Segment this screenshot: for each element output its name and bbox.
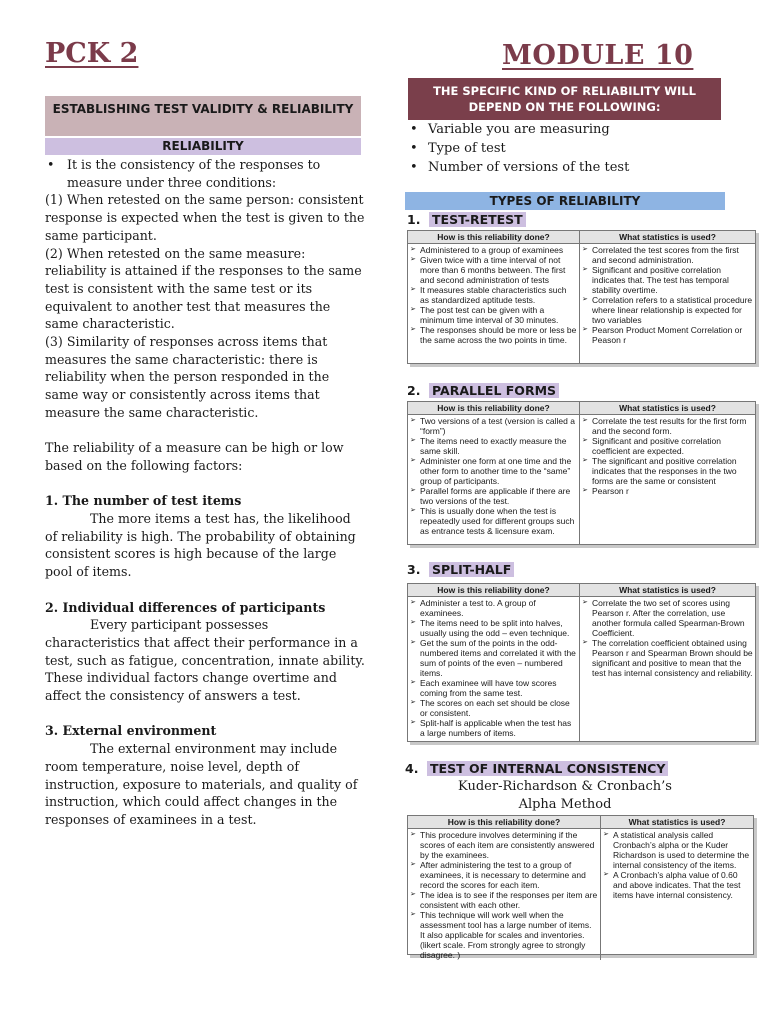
list-item: ➢ This technique will work well when the assessment tool has a large number of items. It also applicable for scales and inventories. (likert scale. From strongly agree to strongly disagree. ): [410, 910, 598, 960]
definition-bullet: • It is the consistency of the responses to measure under three conditions:: [45, 156, 365, 191]
column-header-how: How is this reliability done?: [408, 231, 580, 243]
list-item: ➢ Two versions of a test (version is called a “form”): [410, 416, 577, 436]
list-item: ➢ The items need to exactly measure the same skill.: [410, 436, 577, 456]
column-header-how: How is this reliability done?: [408, 402, 580, 414]
list-item: • Type of test: [408, 139, 738, 158]
factor-3-title: 3. External environment: [45, 723, 217, 739]
stats-cell: [601, 829, 753, 960]
list-item: ➢ Correlate the test results for the first form and the second form.: [582, 416, 753, 436]
condition-3: (3) Similarity of responses across items that measures the same characteristic: there is reliability when the person responded in the same way or consistently across items that measure the same characteristic.: [45, 334, 330, 420]
reliability-header: RELIABILITY: [45, 138, 361, 155]
how-cell: [408, 415, 580, 544]
column-header-how: How is this reliability done?: [408, 584, 580, 596]
split-half-table: [407, 583, 756, 742]
list-item: ➢ The significant and positive correlation indicates that the responses in the two forms are the same or consistent: [582, 456, 753, 486]
list-item: ➢ Administer one form at one time and the other form to another time to the “same” group of participants.: [410, 456, 577, 486]
section-number: 1.: [407, 212, 421, 227]
section-banner: ESTABLISHING TEST VALIDITY & RELIABILITY: [45, 96, 361, 136]
list-item: ➢ Administered to a group of examinees: [410, 245, 577, 255]
section-title: TEST OF INTERNAL CONSISTENCY: [427, 761, 668, 776]
column-header-how: How is this reliability done?: [408, 816, 601, 828]
list-item: ➢ The items need to be split into halves, usually using the odd – even technique.: [410, 618, 577, 638]
list-item: ➢ It measures stable characteristics such as standardized aptitude tests.: [410, 285, 577, 305]
list-item: ➢ The scores on each set should be close or consistent.: [410, 698, 577, 718]
stats-cell: [580, 597, 755, 741]
column-header-stats: What statistics is used?: [619, 403, 716, 413]
list-item: ➢ This is usually done when the test is repeatedly used for different groups such as entrance tests & licensure exam.: [410, 506, 577, 536]
how-cell: [408, 829, 601, 960]
factor-1-title: 1. The number of test items: [45, 493, 242, 509]
factor-2-body: Every participant possesses characteristics that affect their performance in a test, such as fatigue, concentration, innate ability.: [45, 617, 365, 668]
list-item: ➢ This procedure involves determining if the scores of each item are consistently answered by the examinees.: [410, 830, 598, 860]
list-item: ➢ The correlation coefficient obtained using Pearson r and Spearman Brown should be significant and positive to mean that the test has internal consistency and reliability.: [582, 638, 753, 678]
how-cell: [408, 244, 580, 363]
section-number: 3.: [407, 562, 421, 577]
list-item: • Variable you are measuring: [408, 120, 738, 139]
types-of-reliability-banner: TYPES OF RELIABILITY: [405, 192, 725, 210]
list-item: ➢ Significant and positive correlation indicates that. The test has temporal stability overtime.: [582, 265, 753, 295]
internal-consistency-table: [407, 815, 754, 960]
section-heading-parallel-forms: [407, 382, 559, 399]
list-item: ➢ Pearson r: [582, 486, 753, 496]
list-item: ➢ Correlation refers to a statistical procedure where linear relationship is expected for two variables: [582, 295, 753, 325]
list-item: ➢ Parallel forms are applicable if there are two versions of the test.: [410, 486, 577, 506]
parallel-forms-table: [407, 401, 756, 545]
list-item: ➢ The responses should be more or less be the same across the two points in time.: [410, 325, 577, 345]
factor-3-body: The external environment may include room temperature, noise level, depth of instruction, exposure to materials, and quality of instruction, which could affect changes in the responses of examinees in a test.: [45, 741, 358, 827]
list-item: ➢ After administering the test to a group of examinees, it is necessary to determine and record the scores for each item.: [410, 860, 598, 890]
section-title: TEST-RETEST: [429, 212, 526, 227]
list-item: • Number of versions of the test: [408, 158, 738, 177]
factors-intro: The reliability of a measure can be high or low based on the following factors:: [45, 440, 344, 473]
list-item: ➢ Each examinee will have tow scores coming from the same test.: [410, 678, 577, 698]
specific-kind-list: [408, 120, 738, 177]
stats-cell: [580, 415, 755, 544]
column-header-stats: What statistics is used?: [619, 232, 716, 242]
list-item: ➢ The post test can be given with a minimum time interval of 30 minutes.: [410, 305, 577, 325]
subtitle-line: Kuder-Richardson & Cronbach’s: [458, 779, 672, 794]
section-heading-test-retest: [407, 211, 526, 228]
list-item: ➢ Correlate the two set of scores using Pearson r. After the correlation, use another formula called Spearman-Brown Coefficient.: [582, 598, 753, 638]
list-item: ➢ Given twice with a time interval of not more than 6 months between. The first and second administration of tests: [410, 255, 577, 285]
section-number: 2.: [407, 383, 421, 398]
section-number: 4.: [405, 761, 419, 776]
section-title: SPLIT-HALF: [429, 562, 514, 577]
factor-2-title: 2. Individual differences of participants: [45, 599, 326, 615]
page-title-right: MODULE 10: [502, 40, 694, 71]
list-item: ➢ Get the sum of the points in the odd-numbered items and correlated it with the sum of points of the even – numbered items.: [410, 638, 577, 678]
condition-1: (1) When retested on the same person: consistent response is expected when the test is given to the same participant.: [45, 192, 365, 243]
list-item: ➢ Split-half is applicable when the test has a large numbers of items.: [410, 718, 577, 738]
test-retest-table: [407, 230, 756, 364]
factor-1-body: The more items a test has, the likelihood of reliability is high. The probability of obtaining consistent scores is high because of the large pool of items.: [45, 511, 356, 580]
column-header-stats: What statistics is used?: [619, 585, 716, 595]
section-title: PARALLEL FORMS: [429, 383, 559, 398]
list-item: ➢ Administer a test to. A group of examinees.: [410, 598, 577, 618]
subtitle-line: Alpha Method: [518, 797, 612, 812]
column-header-stats: What statistics is used?: [628, 817, 726, 827]
list-item: ➢ Correlated the test scores from the first and second administration.: [582, 245, 753, 265]
how-cell: [408, 597, 580, 741]
section-heading-split-half: [407, 561, 514, 578]
page-title-left: PCK 2: [45, 38, 139, 69]
list-item: ➢ A statistical analysis called Cronbach’s alpha or the Kuder Richardson is used to determine the internal consistency of the items.: [603, 830, 751, 870]
stats-cell: [580, 244, 755, 363]
internal-consistency-subtitle: [405, 778, 725, 814]
factor-2-body-2: These individual factors change overtime and affect the consistency of answers a test.: [45, 670, 337, 704]
list-item: ➢ Significant and positive correlation coefficient are expected.: [582, 436, 753, 456]
specific-kind-banner: THE SPECIFIC KIND OF RELIABILITY WILL DEPEND ON THE FOLLOWING:: [408, 78, 721, 120]
list-item: ➢ Pearson Product Moment Correlation or Peason r: [582, 325, 753, 345]
left-body: [45, 156, 365, 829]
section-heading-internal-consistency: [405, 760, 668, 777]
list-item: ➢ The idea is to see if the responses per item are consistent with each other.: [410, 890, 598, 910]
condition-2: (2) When retested on the same measure: reliability is attained if the responses to the same test is consistent with the same test or its equivalent to another test that measures the same characteristic.: [45, 245, 362, 332]
list-item: ➢ A Cronbach’s alpha value of 0.60 and above indicates. That the test items have internal consistency.: [603, 870, 751, 900]
